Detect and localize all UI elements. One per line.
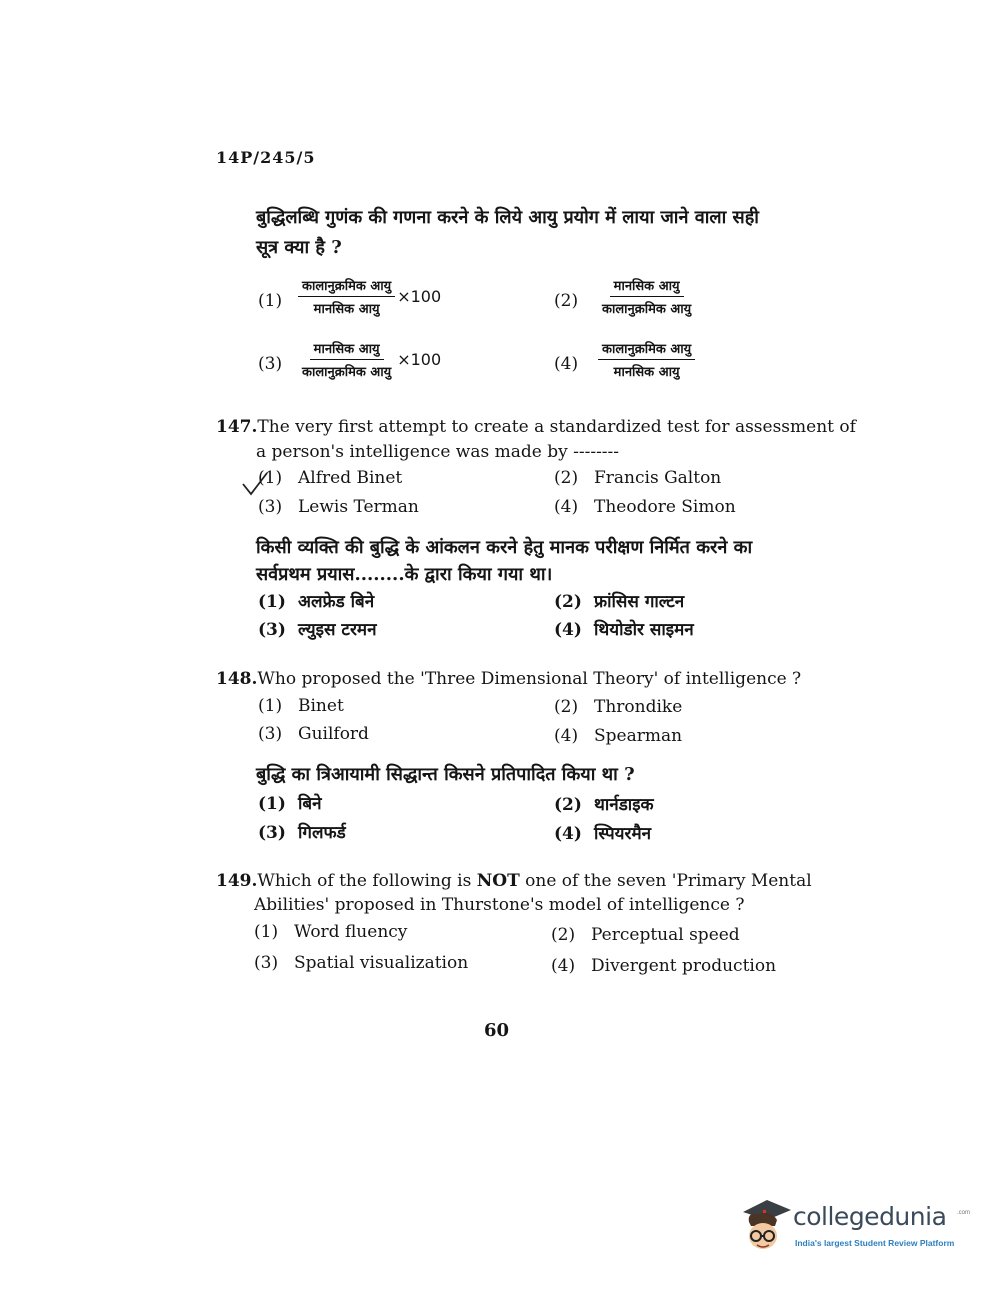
q146-opt3-num: (3)	[258, 354, 283, 374]
q149-option-2: (2) Perceptual speed	[551, 925, 740, 945]
q146-opt3-denominator: कालानुक्रमिक आयु	[302, 365, 392, 380]
q148-number: 148.	[216, 669, 258, 689]
logo-wordmark: collegedunia	[793, 1202, 947, 1231]
q148-hindi-option-2: (2) थार्नडाइक	[554, 795, 654, 815]
q147-hindi-text	[256, 534, 856, 588]
q148-text: Who proposed the 'Three Dimensional Theory' of intelligence ?	[257, 669, 802, 689]
q149-line1-end: one of the seven 'Primary Mental	[519, 871, 812, 891]
q146-opt3-numerator: मानसिक आयु	[310, 339, 384, 360]
q146-line1: बुद्धिलब्धि गुणंक की गणना करने के लिये आयु प्रयोग में लाया जाने वाला सही	[256, 207, 759, 228]
q146-opt2-numerator: मानसिक आयु	[610, 276, 684, 297]
q146-opt4-formula	[598, 339, 697, 380]
paper-code: 14P/245/5	[216, 148, 316, 167]
q147-hindi-line2: सर्वप्रथम प्रयास........के द्वारा किया गया था।	[256, 564, 553, 585]
q149-line2: Abilities' proposed in Thurstone's model of intelligence ?	[254, 895, 745, 915]
q147-question	[216, 415, 856, 465]
q146-line2: सूत्र क्या है ?	[256, 237, 342, 258]
q148-hindi-option-1: (1) बिने	[258, 794, 322, 814]
q146-opt1-numerator: कालानुक्रमिक आयु	[298, 276, 395, 297]
q148-hindi-option-3: (3) गिलफर्ड	[258, 823, 346, 843]
q149-not-emphasis: NOT	[476, 871, 520, 891]
collegedunia-logo	[737, 1196, 971, 1258]
q147-hindi-line1: किसी व्यक्ति की बुद्धि के आंकलन करने हेतु मानक परीक्षण निर्मित करने का	[256, 537, 753, 558]
q146-opt3-multiplier: ×100	[397, 350, 442, 369]
q148-hindi-text: बुद्धि का त्रिआयामी सिद्धान्त किसने प्रतिपादित किया था ?	[256, 764, 635, 785]
q146-opt4-num: (4)	[554, 354, 579, 374]
q149-number: 149.	[216, 871, 258, 891]
q149-option-1: (1) Word fluency	[254, 922, 408, 942]
q147-line2: a person's intelligence was made by --------	[256, 442, 620, 462]
logo-tld: .com	[957, 1210, 971, 1216]
q147-hindi-option-4: (4) थियोडोर साइमन	[554, 620, 694, 640]
q149-option-3: (3) Spatial visualization	[254, 953, 469, 973]
page-number: 60	[483, 1020, 510, 1041]
q146-hindi-text	[256, 203, 856, 263]
q146-opt1-denominator: मानसिक आयु	[313, 302, 380, 317]
q146-opt1-multiplier: ×100	[397, 287, 442, 306]
q148-option-4: (4) Spearman	[554, 726, 683, 746]
q147-option-4: (4) Theodore Simon	[554, 497, 736, 517]
q147-option-2: (2) Francis Galton	[554, 468, 722, 488]
q147-number: 147.	[216, 417, 258, 437]
q147-line1: The very first attempt to create a standardized test for assessment of	[257, 417, 856, 437]
q149-line1-start: Which of the following is	[257, 871, 477, 891]
q147-hindi-option-3: (3) ल्युइस टरमन	[258, 620, 377, 640]
q146-opt1-num: (1)	[258, 291, 283, 311]
q148-option-3: (3) Guilford	[258, 724, 369, 744]
q149-question	[216, 869, 856, 917]
q146-opt2-num: (2)	[554, 291, 579, 311]
q147-hindi-option-2: (2) फ्रांसिस गाल्टन	[554, 592, 685, 612]
q146-opt4-numerator: कालानुक्रमिक आयु	[598, 339, 695, 360]
q147-option-1: (1) Alfred Binet	[258, 468, 403, 488]
logo-tagline: India's largest Student Review Platform	[795, 1238, 955, 1248]
q147-hindi-option-1: (1) अलफ्रेड बिने	[258, 592, 375, 612]
q147-option-3: (3) Lewis Terman	[258, 497, 419, 517]
q146-opt3-formula	[298, 339, 441, 380]
q148-question	[216, 667, 856, 692]
q146-opt2-denominator: कालानुक्रमिक आयु	[602, 302, 692, 317]
q146-opt1-formula	[298, 276, 441, 317]
student-mascot-icon	[737, 1196, 793, 1258]
q146-opt2-formula	[598, 276, 697, 317]
q149-option-4: (4) Divergent production	[551, 956, 777, 976]
q148-option-1: (1) Binet	[258, 696, 344, 716]
q148-hindi-option-4: (4) स्पियरमैन	[554, 824, 652, 844]
q148-option-2: (2) Throndike	[554, 697, 683, 717]
q146-opt4-denominator: मानसिक आयु	[613, 365, 680, 380]
